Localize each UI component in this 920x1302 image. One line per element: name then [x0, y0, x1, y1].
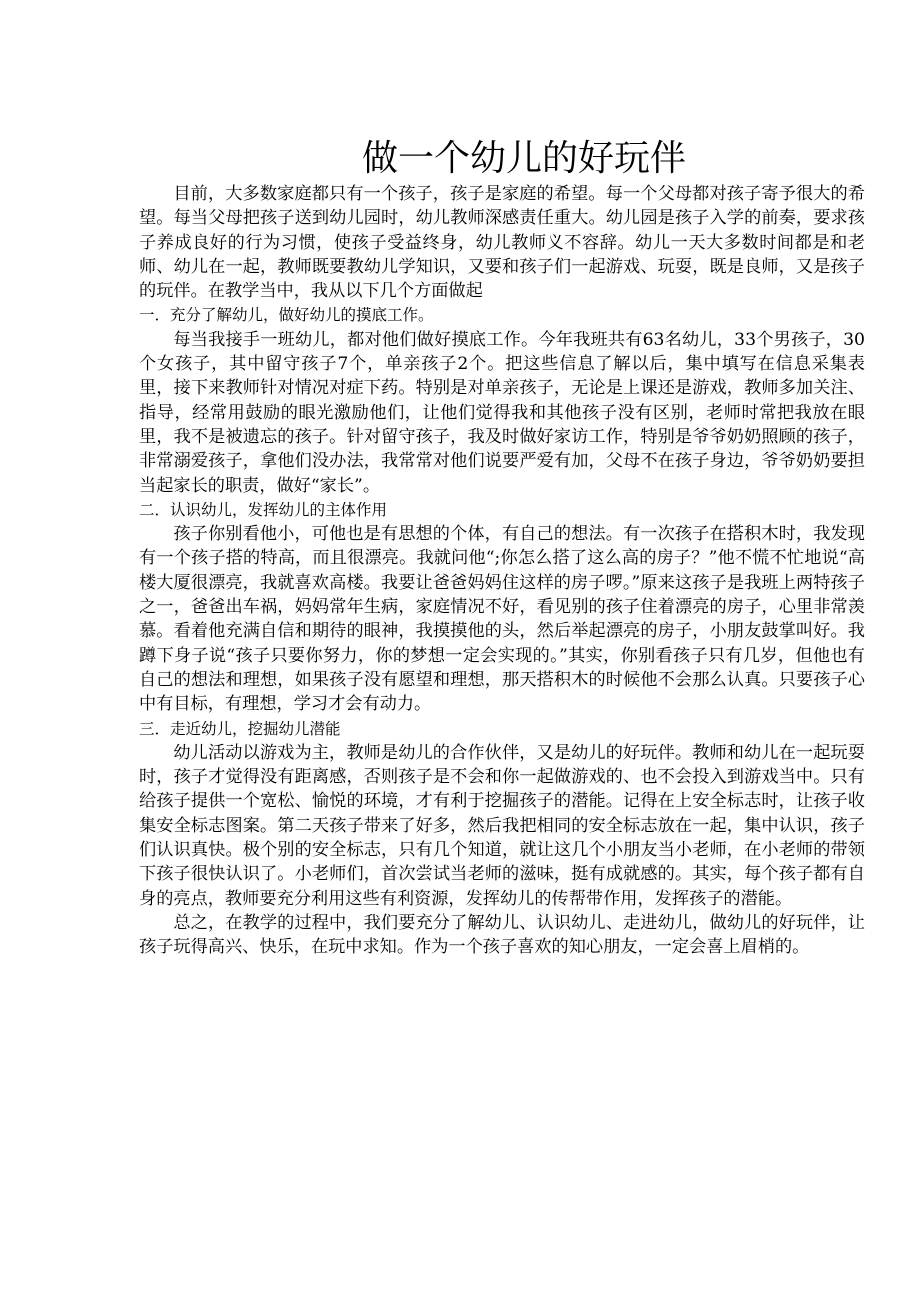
- document-page: [139, 134, 865, 960]
- section-2-heading: 二．认识幼儿，发挥幼儿的主体作用: [139, 500, 388, 519]
- section-1-heading: 一．充分了解幼儿，做好幼儿的摸底工作。: [139, 306, 434, 325]
- conclusion-paragraph: 总之，在教学的过程中，我们要充分了解幼儿、认识幼儿、走进幼儿，做幼儿的好玩伴，让孩子玩得高兴、快乐，在玩中求知。作为一个孩子喜欢的知心朋友，一定会喜上眉梢的。: [139, 912, 865, 958]
- document-title: 做一个幼儿的好玩伴: [361, 138, 686, 179]
- section-1-body: 每当我接手一班幼儿，都对他们做好摸底工作。今年我班共有63名幼儿，33个男孩子，30个女孩子，其中留守孩子7个，单亲孩子2个。把这些信息了解以后，集中填写在信息采集表里，接下来教师针对情况对症下药。特别是对单亲孩子，无论是上课还是游戏，教师多加关注、指导，经常用鼓励的眼光激励他们，让他们觉得我和其他孩子没有区别，老师时常把我放在眼里，我不是被遗忘的孩子。针对留守孩子，我及时做好家访工作，特别是爷爷奶奶照顾的孩子，非常溺爱孩子，拿他们没办法，我常常对他们说要严爱有加，父母不在孩子身边，爷爷奶奶要担当起家长的职责，做好“家长”。: [139, 329, 865, 496]
- section-3-heading: 三．走近幼儿，挖掘幼儿潜能: [139, 719, 341, 738]
- section-2-body: 孩子你别看他小，可他也是有思想的个体，有自己的想法。有一次孩子在搭积木时，我发现有一个孩子搭的特高，而且很漂亮。我就问他“;你怎么搭了这么高的房子？”他不慌不忙地说“高楼大厦很漂亮，我就喜欢高楼。我要让爸爸妈妈住这样的房子啰。”原来这孩子是我班上两特孩子之一，爸爸出车祸，妈妈常年生病，家庭情况不好，看见别的孩子住着漂亮的房子，心里非常羡慕。看着他充满自信和期待的眼神，我摸摸他的头，然后举起漂亮的房子，小朋友鼓掌叫好。我蹲下身子说“孩子只要你努力，你的梦想一定会实现的。”其实，你别看孩子只有几岁，但他也有自己的想法和理想，如果孩子没有愿望和理想，那天搭积木的时候他不会那么认真。只要孩子心中有目标，有理想，学习才会有动力。: [139, 524, 865, 715]
- section-3-body: 幼儿活动以游戏为主，教师是幼儿的合作伙伴，又是幼儿的好玩伴。教师和幼儿在一起玩耍时，孩子才觉得没有距离感，否则孩子是不会和你一起做游戏的、也不会投入到游戏当中。只有给孩子提供一个宽松、愉悦的环境，才有利于挖掘孩子的潜能。记得在上安全标志时，让孩子收集安全标志图案。第二天孩子带来了好多，然后我把相同的安全标志放在一起，集中认识，孩子们认识真快。极个别的安全标志，只有几个知道，就让这几个小朋友当小老师，在小老师的带领下孩子很快认识了。小老师们，首次尝试当老师的滋味，挺有成就感的。其实，每个孩子都有自身的亮点，教师要充分利用这些有利资源，发挥幼儿的传帮带作用，发挥孩子的潜能。: [139, 742, 865, 909]
- intro-paragraph: 目前，大多数家庭都只有一个孩子，孩子是家庭的希望。每一个父母都对孩子寄予很大的希望。每当父母把孩子送到幼儿园时，幼儿教师深感责任重大。幼儿园是孩子入学的前奏，要求孩子养成良好的行为习惯，使孩子受益终身，幼儿教师义不容辞。幼儿一天大多数时间都是和老师、幼儿在一起，教师既要教幼儿学知识，又要和孩子们一起游戏、玩耍，既是良师，又是孩子的玩伴。在教学当中，我从以下几个方面做起: [139, 184, 865, 302]
